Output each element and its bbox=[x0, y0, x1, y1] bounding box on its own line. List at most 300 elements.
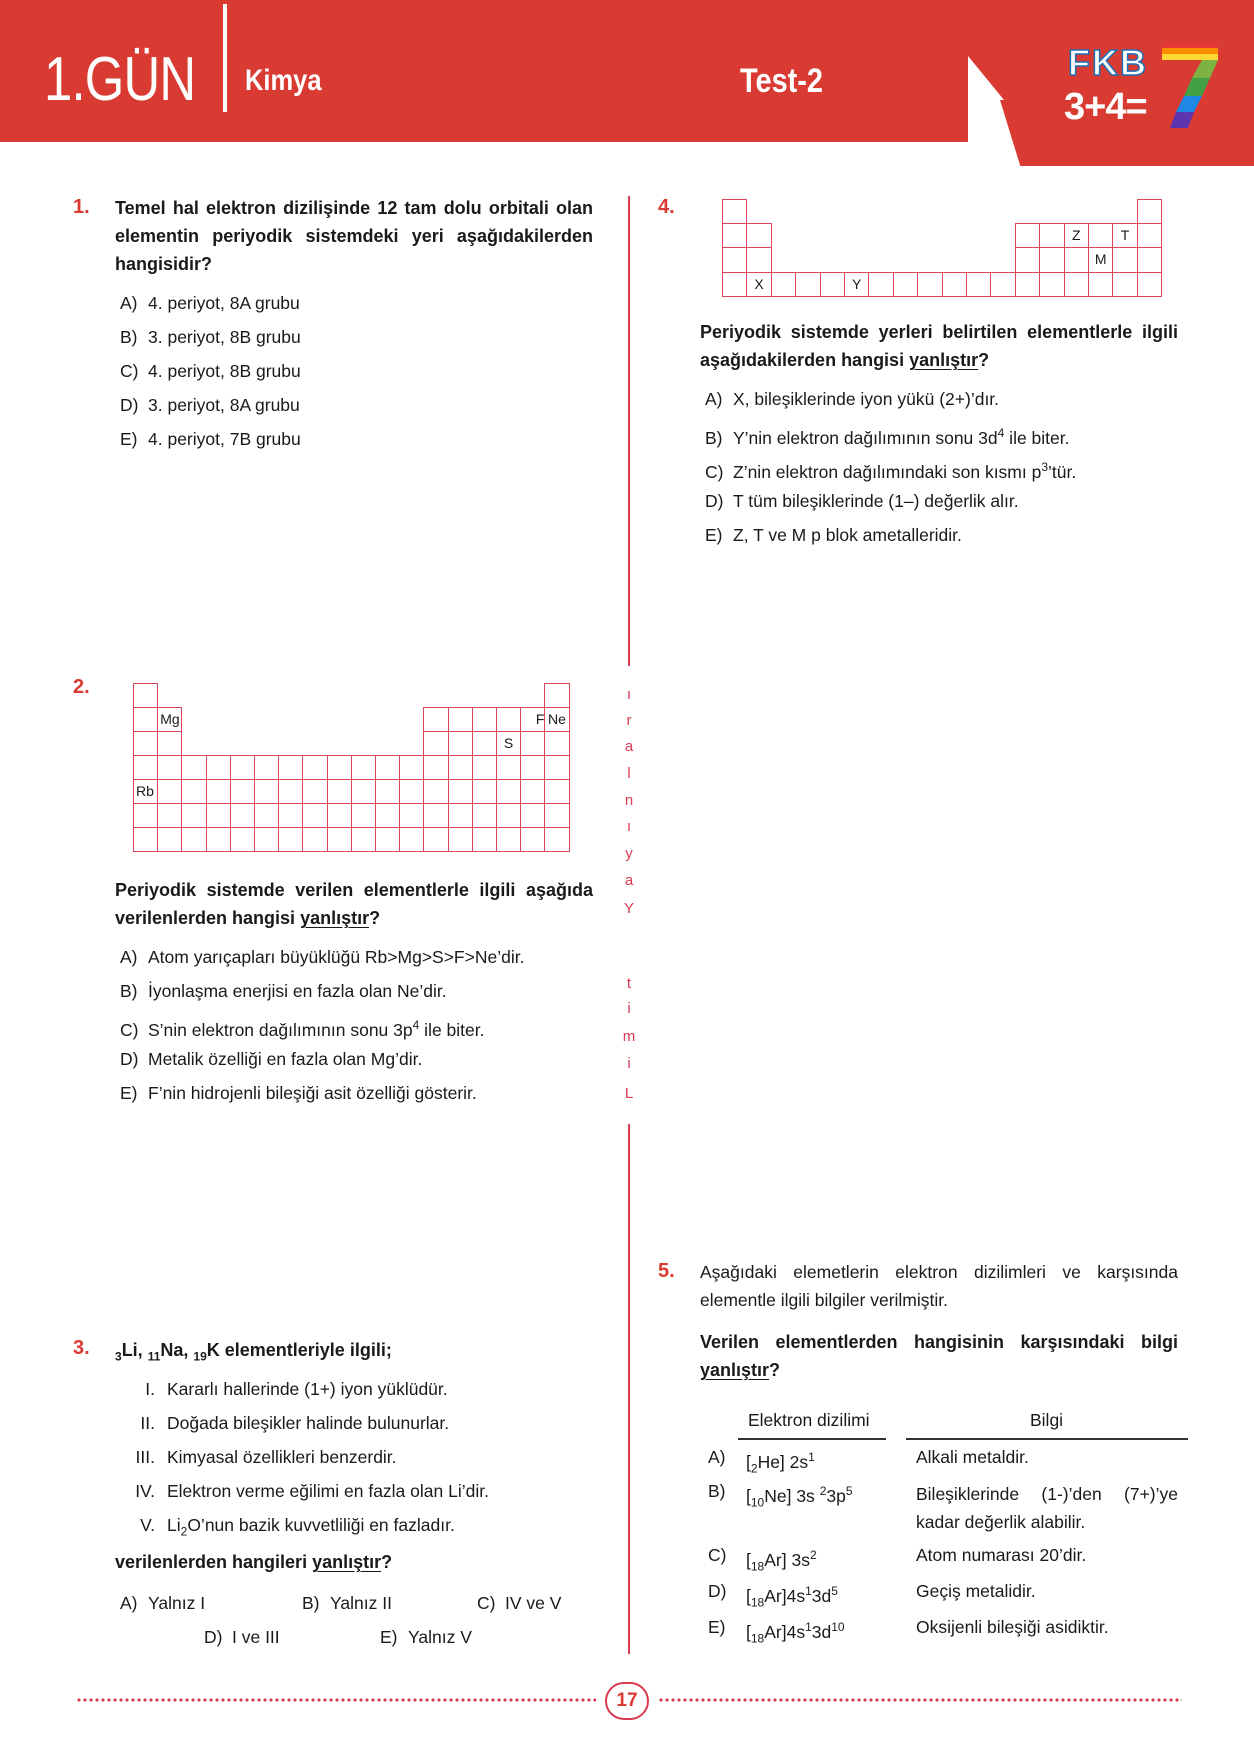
logo-equation-text: 3+4= bbox=[1064, 86, 1147, 128]
table-cell bbox=[448, 731, 473, 756]
subscript: 18 bbox=[750, 1595, 765, 1610]
superscript: 10 bbox=[831, 1620, 845, 1634]
side-letter: y bbox=[625, 845, 633, 862]
statement-text: Kararlı hallerinde (1+) iyon yüklüdür. bbox=[167, 1379, 448, 1399]
option-c[interactable] bbox=[120, 360, 301, 382]
table-cell bbox=[472, 803, 497, 828]
option-a[interactable] bbox=[708, 1446, 726, 1468]
publisher-vertical-text bbox=[614, 686, 644, 1110]
header-underline bbox=[906, 1438, 1188, 1440]
table-cell bbox=[496, 779, 521, 804]
roman-numeral: I. bbox=[145, 1379, 155, 1399]
option-a[interactable] bbox=[705, 388, 999, 410]
option-label: B) bbox=[302, 1593, 320, 1613]
table-cell bbox=[157, 827, 182, 852]
table-cell bbox=[771, 272, 796, 297]
brand-logo bbox=[1062, 42, 1222, 134]
table-cell bbox=[544, 803, 569, 828]
question-text: Temel hal elektron dizilişinde 12 tam dolu orbitali olan elementin periyodik sistemdeki yeri aşağıdakilerden hangisidir? bbox=[115, 198, 593, 274]
table-cell bbox=[157, 755, 182, 780]
table-cell bbox=[302, 803, 327, 828]
side-letter: Y bbox=[623, 900, 634, 917]
option-text: X, bileşiklerinde iyon yükü (2+)’dır. bbox=[733, 389, 1000, 409]
superscript: 1 bbox=[805, 1584, 812, 1598]
table-cell bbox=[722, 199, 747, 224]
element-cell: F bbox=[520, 707, 545, 732]
option-d[interactable] bbox=[708, 1580, 726, 1602]
option-c[interactable] bbox=[705, 456, 1076, 483]
option-label: C) bbox=[705, 461, 724, 482]
table-cell bbox=[795, 272, 820, 297]
table-cell bbox=[722, 247, 747, 272]
table-cell bbox=[327, 827, 352, 852]
table-cell bbox=[1039, 247, 1064, 272]
table-cell bbox=[133, 683, 158, 708]
option-b[interactable] bbox=[302, 1592, 392, 1614]
question-text bbox=[700, 318, 1178, 374]
element-cell: Rb bbox=[133, 779, 158, 804]
table-cell bbox=[544, 731, 569, 756]
option-d[interactable] bbox=[705, 490, 1019, 512]
option-d[interactable] bbox=[120, 394, 300, 416]
option-label: E) bbox=[120, 429, 138, 449]
table-cell bbox=[1088, 272, 1113, 297]
table-cell bbox=[746, 223, 771, 248]
superscript: 1 bbox=[805, 1620, 812, 1634]
option-e[interactable] bbox=[380, 1626, 472, 1648]
superscript: 5 bbox=[831, 1584, 838, 1598]
electron-configuration bbox=[746, 1580, 838, 1613]
option-text: Z’nin elektron dağılımındaki son kısmı p bbox=[733, 461, 1042, 482]
table-cell bbox=[375, 755, 400, 780]
side-letter: L bbox=[624, 1085, 634, 1102]
option-label: C) bbox=[708, 1545, 727, 1565]
page-number: 17 bbox=[605, 1682, 649, 1720]
statement-3 bbox=[115, 1446, 397, 1468]
table-cell bbox=[1015, 247, 1040, 272]
table-cell bbox=[278, 803, 303, 828]
table-cell bbox=[544, 827, 569, 852]
option-label: E) bbox=[380, 1627, 398, 1647]
option-text: Yalnız II bbox=[330, 1593, 392, 1613]
table-cell bbox=[520, 755, 545, 780]
subscript: 18 bbox=[750, 1631, 765, 1646]
table-cell bbox=[278, 755, 303, 780]
table-cell bbox=[351, 779, 376, 804]
superscript: 2 bbox=[819, 1484, 827, 1498]
table-cell bbox=[206, 779, 231, 804]
table-cell bbox=[448, 803, 473, 828]
table-cell bbox=[544, 755, 569, 780]
option-text: İyonlaşma enerjisi en fazla olan Ne’dir. bbox=[148, 981, 447, 1001]
option-label: C) bbox=[120, 1019, 139, 1040]
option-text: Yalnız I bbox=[148, 1593, 206, 1613]
option-d[interactable] bbox=[204, 1626, 280, 1648]
table-cell bbox=[133, 827, 158, 852]
config-text: He] 2s bbox=[757, 1451, 809, 1472]
table-cell bbox=[206, 827, 231, 852]
table-cell bbox=[133, 755, 158, 780]
table-cell bbox=[722, 223, 747, 248]
table-cell bbox=[1064, 272, 1089, 297]
logo-rainbow-seven bbox=[1162, 42, 1218, 128]
subscript: 11 bbox=[147, 1349, 161, 1364]
subscript: 19 bbox=[193, 1349, 207, 1364]
table-cell bbox=[399, 803, 424, 828]
table-cell bbox=[423, 803, 448, 828]
option-text: 4. periyot, 8B grubu bbox=[148, 361, 301, 381]
config-text: 3d bbox=[811, 1621, 832, 1642]
config-text: [ bbox=[746, 1621, 751, 1642]
option-label: B) bbox=[705, 427, 723, 448]
option-label: C) bbox=[120, 361, 139, 381]
option-text: Metalik özelliği en fazla olan Mg’dir. bbox=[148, 1049, 423, 1069]
table-cell bbox=[254, 779, 279, 804]
table-cell bbox=[448, 707, 473, 732]
question-text bbox=[115, 876, 593, 932]
page-header bbox=[0, 0, 1254, 165]
table-cell bbox=[820, 272, 845, 297]
option-e[interactable] bbox=[120, 428, 301, 450]
table-cell bbox=[544, 683, 569, 708]
table-cell bbox=[423, 779, 448, 804]
intro-text: K elementleriyle ilgili; bbox=[206, 1340, 392, 1360]
subject-title: Kimya bbox=[245, 64, 322, 97]
option-c[interactable] bbox=[120, 1014, 485, 1041]
table-header-configuration: Elektron dizilimi bbox=[748, 1410, 870, 1430]
option-text: I ve III bbox=[232, 1627, 280, 1647]
statement-5 bbox=[115, 1514, 455, 1543]
element-cell: Z bbox=[1064, 223, 1089, 248]
table-cell bbox=[375, 827, 400, 852]
question-number: 1. bbox=[73, 196, 90, 218]
option-d[interactable] bbox=[120, 1048, 422, 1070]
element-cell: S bbox=[496, 731, 521, 756]
side-letter: a bbox=[624, 872, 634, 889]
table-cell bbox=[206, 803, 231, 828]
table-cell bbox=[181, 779, 206, 804]
superscript: 3 bbox=[1041, 460, 1049, 474]
table-cell bbox=[157, 731, 182, 756]
statement-text: Li bbox=[167, 1515, 181, 1535]
table-cell bbox=[230, 755, 255, 780]
superscript: 2 bbox=[809, 1548, 817, 1562]
day-title: 1.GÜN bbox=[44, 45, 196, 114]
option-b[interactable] bbox=[705, 422, 1070, 449]
option-label: A) bbox=[705, 389, 723, 409]
question-intro: Aşağıdaki elemetlerin elektron dizilimleri ve karşısında elementle ilgili bilgiler verilmiştir. bbox=[700, 1262, 1178, 1310]
table-cell bbox=[520, 827, 545, 852]
question-text-main: Periyodik sistemde yerleri belirtilen elementlerle ilgili aşağıdakilerden hangisi bbox=[700, 322, 1178, 370]
option-e[interactable] bbox=[705, 524, 962, 546]
question-text-main: verilenlerden hangileri bbox=[115, 1552, 313, 1572]
table-cell bbox=[230, 779, 255, 804]
table-cell bbox=[327, 779, 352, 804]
table-cell bbox=[302, 779, 327, 804]
element-cell: M bbox=[1088, 247, 1113, 272]
header-underline bbox=[738, 1438, 886, 1440]
option-text: F’nin hidrojenli bileşiği asit özelliği gösterir. bbox=[148, 1083, 477, 1103]
option-label: B) bbox=[120, 327, 138, 347]
option-label: A) bbox=[708, 1447, 726, 1467]
electron-configuration bbox=[746, 1544, 817, 1577]
table-cell bbox=[1039, 272, 1064, 297]
table-cell bbox=[942, 272, 967, 297]
table-cell bbox=[1137, 272, 1162, 297]
option-text: 3. periyot, 8B grubu bbox=[148, 327, 301, 347]
emphasis-word: yanlıştır bbox=[700, 1360, 770, 1380]
option-a[interactable] bbox=[120, 946, 524, 968]
config-text: Ar]4s bbox=[764, 1621, 806, 1642]
element-cell: Mg bbox=[157, 707, 182, 732]
side-letter: l bbox=[627, 765, 631, 782]
table-cell bbox=[278, 779, 303, 804]
table-cell bbox=[230, 827, 255, 852]
option-label: B) bbox=[120, 981, 138, 1001]
table-cell bbox=[448, 755, 473, 780]
subscript: 3 bbox=[115, 1349, 122, 1364]
statement-4 bbox=[115, 1480, 489, 1502]
table-cell bbox=[990, 272, 1015, 297]
info-text: Bileşiklerinde (1-)’den (7+)’ye kadar değerlik alabilir. bbox=[916, 1484, 1178, 1532]
config-text: [ bbox=[746, 1585, 751, 1606]
option-b[interactable] bbox=[120, 980, 447, 1002]
side-letter: a bbox=[624, 738, 634, 755]
intro-text: Li, bbox=[121, 1340, 148, 1360]
option-label: B) bbox=[708, 1481, 726, 1501]
option-text: Yalnız V bbox=[408, 1627, 472, 1647]
roman-numeral: III. bbox=[135, 1447, 155, 1467]
info-text: Oksijenli bileşiği asidiktir. bbox=[916, 1617, 1109, 1637]
option-text: ile biter. bbox=[419, 1019, 485, 1040]
option-label: D) bbox=[120, 395, 139, 415]
statement-text: Elektron verme eğilimi en fazla olan Li’dir. bbox=[167, 1481, 489, 1501]
table-cell bbox=[302, 755, 327, 780]
option-label: D) bbox=[705, 491, 724, 511]
side-letter: m bbox=[622, 1028, 636, 1045]
option-text: T tüm bileşiklerinde (1–) değerlik alır. bbox=[733, 491, 1019, 511]
side-letter: i bbox=[627, 1055, 631, 1072]
option-b[interactable] bbox=[120, 326, 301, 348]
table-cell bbox=[1064, 247, 1089, 272]
side-letter: i bbox=[627, 1000, 631, 1017]
table-cell bbox=[278, 827, 303, 852]
side-letter: ı bbox=[626, 818, 632, 835]
table-cell bbox=[181, 755, 206, 780]
option-label: E) bbox=[708, 1617, 726, 1637]
statement-2 bbox=[115, 1412, 449, 1434]
config-text: [ bbox=[746, 1485, 751, 1506]
table-cell bbox=[133, 707, 158, 732]
option-text: ’tür. bbox=[1048, 461, 1077, 482]
table-cell bbox=[1039, 223, 1064, 248]
info-text: Geçiş metalidir. bbox=[916, 1581, 1036, 1601]
table-cell bbox=[1137, 247, 1162, 272]
roman-numeral: V. bbox=[140, 1515, 155, 1535]
side-letter: ı bbox=[626, 686, 632, 703]
emphasis-word: yanlıştır bbox=[312, 1552, 382, 1572]
emphasis-word: yanlıştır bbox=[300, 908, 370, 928]
option-text: ile biter. bbox=[1004, 427, 1070, 448]
table-cell bbox=[448, 779, 473, 804]
table-cell bbox=[133, 731, 158, 756]
electron-configuration bbox=[746, 1480, 853, 1513]
element-cell: X bbox=[746, 272, 771, 297]
info-text: Alkali metaldir. bbox=[916, 1447, 1029, 1467]
table-cell bbox=[181, 827, 206, 852]
table-header-info: Bilgi bbox=[1030, 1410, 1064, 1430]
table-cell bbox=[746, 247, 771, 272]
roman-numeral: II. bbox=[140, 1413, 155, 1433]
emphasis-word: yanlıştır bbox=[909, 350, 979, 370]
table-cell bbox=[351, 827, 376, 852]
option-label: A) bbox=[120, 947, 138, 967]
table-cell bbox=[133, 803, 158, 828]
table-cell bbox=[1088, 223, 1113, 248]
table-cell bbox=[520, 803, 545, 828]
table-cell bbox=[1015, 272, 1040, 297]
option-text: IV ve V bbox=[505, 1593, 562, 1613]
option-e[interactable] bbox=[120, 1082, 477, 1104]
subscript: 18 bbox=[750, 1559, 765, 1574]
table-cell bbox=[1015, 223, 1040, 248]
config-text: 3d bbox=[811, 1585, 832, 1606]
superscript: 1 bbox=[808, 1450, 815, 1464]
table-cell bbox=[1112, 247, 1137, 272]
question-text bbox=[115, 1548, 593, 1576]
question-text-main: Verilen elementlerden hangisinin karşısındaki bilgi bbox=[700, 1332, 1178, 1352]
table-cell bbox=[399, 827, 424, 852]
option-text: 4. periyot, 7B grubu bbox=[148, 429, 301, 449]
side-letter: n bbox=[624, 792, 634, 809]
subscript: 10 bbox=[750, 1495, 765, 1510]
electron-configuration bbox=[746, 1446, 815, 1479]
option-text: S’nin elektron dağılımının sonu 3p bbox=[148, 1019, 413, 1040]
table-cell bbox=[893, 272, 918, 297]
option-label: A) bbox=[120, 293, 138, 313]
table-cell bbox=[472, 731, 497, 756]
column-divider-bottom bbox=[628, 1124, 630, 1654]
table-cell bbox=[722, 272, 747, 297]
subscript: 2 bbox=[750, 1461, 758, 1476]
option-c[interactable] bbox=[477, 1592, 561, 1614]
config-text: [ bbox=[746, 1549, 751, 1570]
question-text bbox=[700, 1328, 1178, 1384]
table-cell bbox=[520, 779, 545, 804]
column-divider-top bbox=[628, 196, 630, 666]
option-label: D) bbox=[708, 1581, 727, 1601]
table-cell bbox=[157, 803, 182, 828]
statement-text: Kimyasal özellikleri benzerdir. bbox=[167, 1447, 397, 1467]
question-number: 5. bbox=[658, 1260, 675, 1282]
option-text: Z, T ve M p blok ametalleridir. bbox=[733, 525, 962, 545]
footer-dotted-line bbox=[76, 1698, 596, 1702]
table-cell bbox=[423, 755, 448, 780]
option-c[interactable] bbox=[708, 1544, 726, 1566]
table-cell bbox=[327, 803, 352, 828]
superscript: 4 bbox=[997, 426, 1005, 440]
table-cell bbox=[254, 755, 279, 780]
statement-1 bbox=[115, 1378, 448, 1400]
periodic-table-diagram bbox=[133, 683, 571, 855]
periodic-table-diagram bbox=[722, 199, 1164, 299]
question-mark: ? bbox=[978, 350, 990, 370]
question-mark: ? bbox=[381, 1552, 393, 1572]
superscript: 4 bbox=[412, 1018, 420, 1032]
info-text: Atom numarası 20’dir. bbox=[916, 1545, 1087, 1565]
table-cell bbox=[423, 827, 448, 852]
table-cell bbox=[181, 803, 206, 828]
table-cell bbox=[1137, 223, 1162, 248]
question-number: 4. bbox=[658, 196, 675, 218]
table-cell bbox=[351, 803, 376, 828]
config-text: [ bbox=[746, 1451, 751, 1472]
subscript: 2 bbox=[180, 1524, 188, 1539]
table-cell bbox=[496, 755, 521, 780]
option-a[interactable] bbox=[120, 292, 300, 314]
table-cell bbox=[423, 707, 448, 732]
table-cell bbox=[254, 827, 279, 852]
config-text: 3p bbox=[826, 1485, 846, 1506]
table-cell bbox=[496, 707, 521, 732]
table-cell bbox=[1112, 272, 1137, 297]
footer-dotted-line bbox=[658, 1698, 1182, 1702]
element-cell: Y bbox=[844, 272, 869, 297]
test-title: Test-2 bbox=[740, 62, 823, 100]
option-b[interactable] bbox=[708, 1480, 726, 1502]
option-label: D) bbox=[204, 1627, 223, 1647]
table-cell bbox=[448, 827, 473, 852]
option-text: 4. periyot, 8A grubu bbox=[148, 293, 300, 313]
table-cell bbox=[254, 803, 279, 828]
superscript: 5 bbox=[845, 1484, 853, 1498]
table-cell bbox=[206, 755, 231, 780]
option-text: Atom yarıçapları büyüklüğü Rb>Mg>S>F>Ne’dir. bbox=[148, 947, 525, 967]
element-cell: T bbox=[1112, 223, 1137, 248]
table-cell bbox=[157, 779, 182, 804]
table-cell bbox=[496, 803, 521, 828]
option-label: D) bbox=[120, 1049, 139, 1069]
statement-text: O’nun bazik kuvvetliliği en fazladır. bbox=[187, 1515, 455, 1535]
table-cell bbox=[917, 272, 942, 297]
table-cell bbox=[399, 755, 424, 780]
table-cell bbox=[1137, 199, 1162, 224]
intro-text: Na, bbox=[160, 1340, 194, 1360]
option-label: A) bbox=[120, 1593, 138, 1613]
electron-configuration bbox=[746, 1616, 845, 1649]
table-cell bbox=[375, 803, 400, 828]
config-text: Ar]4s bbox=[764, 1585, 806, 1606]
option-e[interactable] bbox=[708, 1616, 726, 1638]
question-number: 2. bbox=[73, 676, 90, 698]
header-divider bbox=[223, 4, 227, 112]
config-text: Ar] 3s bbox=[764, 1549, 810, 1570]
table-cell bbox=[472, 707, 497, 732]
option-label: E) bbox=[120, 1083, 138, 1103]
table-cell bbox=[472, 779, 497, 804]
question-number: 3. bbox=[73, 1337, 90, 1359]
roman-numeral: IV. bbox=[135, 1481, 155, 1501]
question-mark: ? bbox=[369, 908, 381, 928]
question-text-main: Periyodik sistemde verilen elementlerle ilgili aşağıda verilenlerden hangisi bbox=[115, 880, 593, 928]
table-cell bbox=[472, 827, 497, 852]
element-cell: Ne bbox=[544, 707, 569, 732]
option-a[interactable] bbox=[120, 1592, 205, 1614]
table-cell bbox=[520, 731, 545, 756]
table-cell bbox=[496, 827, 521, 852]
table-cell bbox=[351, 755, 376, 780]
table-cell bbox=[375, 779, 400, 804]
